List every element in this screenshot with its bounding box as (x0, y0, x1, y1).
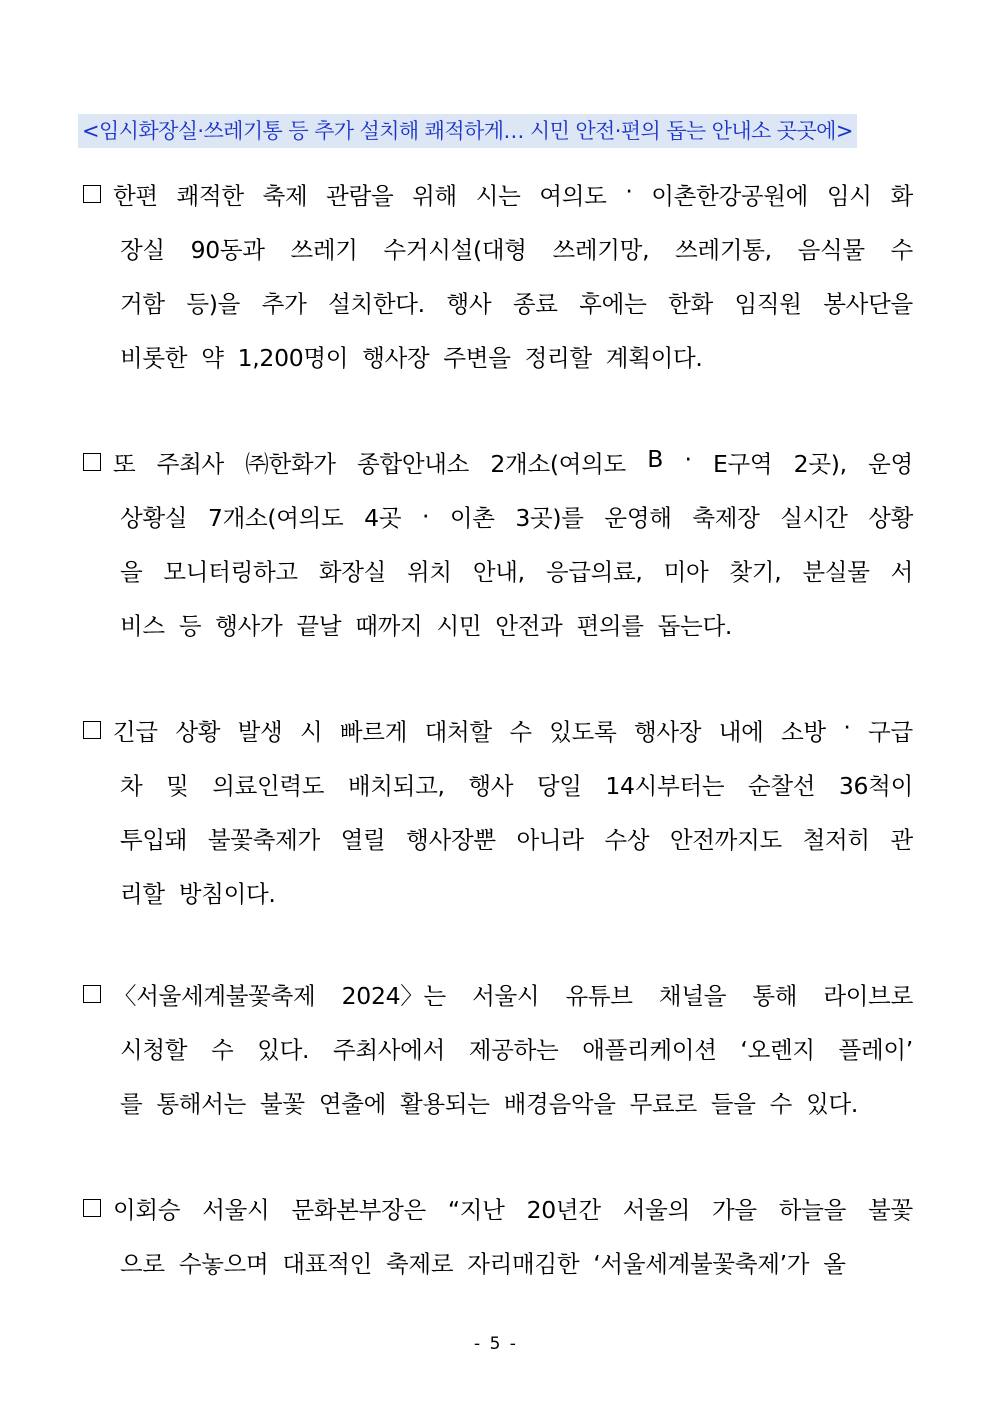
paragraph-toilets-trash (83, 176, 913, 392)
paragraph-line: 으로 수놓으며 대표적인 축제로 자리매김한 ‘서울세계불꽃축제’가 올 (120, 1250, 846, 1278)
paragraph-line: 긴급 상황 발생 시 빠르게 대처할 수 있도록 행사장 내에 소방 · 구급 (83, 712, 913, 748)
page-number: - 5 - (474, 1334, 518, 1354)
checkbox-bullet-icon (83, 453, 101, 471)
paragraph-line: 차 및 의료인력도 배치되고, 행사 당일 14시부터는 순찰선 36척이 (120, 772, 913, 800)
paragraph-live-broadcast (83, 976, 913, 1138)
paragraph-line: 비롯한 약 1,200명이 행사장 주변을 정리할 계획이다. (120, 344, 703, 372)
checkbox-bullet-icon (83, 1199, 101, 1217)
paragraph-line: 리할 방침이다. (120, 880, 276, 908)
checkbox-bullet-icon (83, 185, 101, 203)
paragraph-director-quote (83, 1190, 913, 1298)
paragraph-line: 한편 쾌적한 축제 관람을 위해 시는 여의도 · 이촌한강공원에 임시 화 (83, 176, 913, 212)
paragraph-line: 투입돼 불꽃축제가 열릴 행사장뿐 아니라 수상 안전까지도 철저히 관 (120, 826, 913, 854)
checkbox-bullet-icon (83, 721, 101, 739)
paragraph-line: 시청할 수 있다. 주최사에서 제공하는 애플리케이션 ‘오렌지 플레이’ (120, 1036, 913, 1064)
paragraph-line: 이회승 서울시 문화본부장은 “지난 20년간 서울의 가을 하늘을 불꽃 (83, 1190, 913, 1226)
checkbox-bullet-icon (83, 985, 101, 1003)
paragraph-line: 장실 90동과 쓰레기 수거시설(대형 쓰레기망, 쓰레기통, 음식물 수 (120, 236, 913, 264)
paragraph-line: 비스 등 행사가 끝날 때까지 시민 안전과 편의를 돕는다. (120, 612, 733, 640)
paragraph-line: 거함 등)을 추가 설치한다. 행사 종료 후에는 한화 임직원 봉사단을 (120, 290, 913, 318)
paragraph-line: 를 통해서는 불꽃 연출에 활용되는 배경음악을 무료로 들을 수 있다. (120, 1090, 859, 1118)
paragraph-line: 또 주최사 ㈜한화가 종합안내소 2개소(여의도 B · E구역 2곳), 운영 (83, 444, 913, 480)
paragraph-emergency (83, 712, 913, 928)
paragraph-line: 을 모니터링하고 화장실 위치 안내, 응급의료, 미아 찾기, 분실물 서 (120, 558, 913, 586)
paragraph-line: 〈서울세계불꽃축제 2024〉는 서울시 유튜브 채널을 통해 라이브로 (83, 976, 913, 1012)
paragraph-info-centers (83, 444, 913, 660)
section-heading: <임시화장실·쓰레기통 등 추가 설치해 쾌적하게… 시민 안전·편의 돕는 안내소 곳곳에> (78, 114, 857, 148)
paragraph-line: 상황실 7개소(여의도 4곳 · 이촌 3곳)를 운영해 축제장 실시간 상황 (120, 502, 913, 532)
